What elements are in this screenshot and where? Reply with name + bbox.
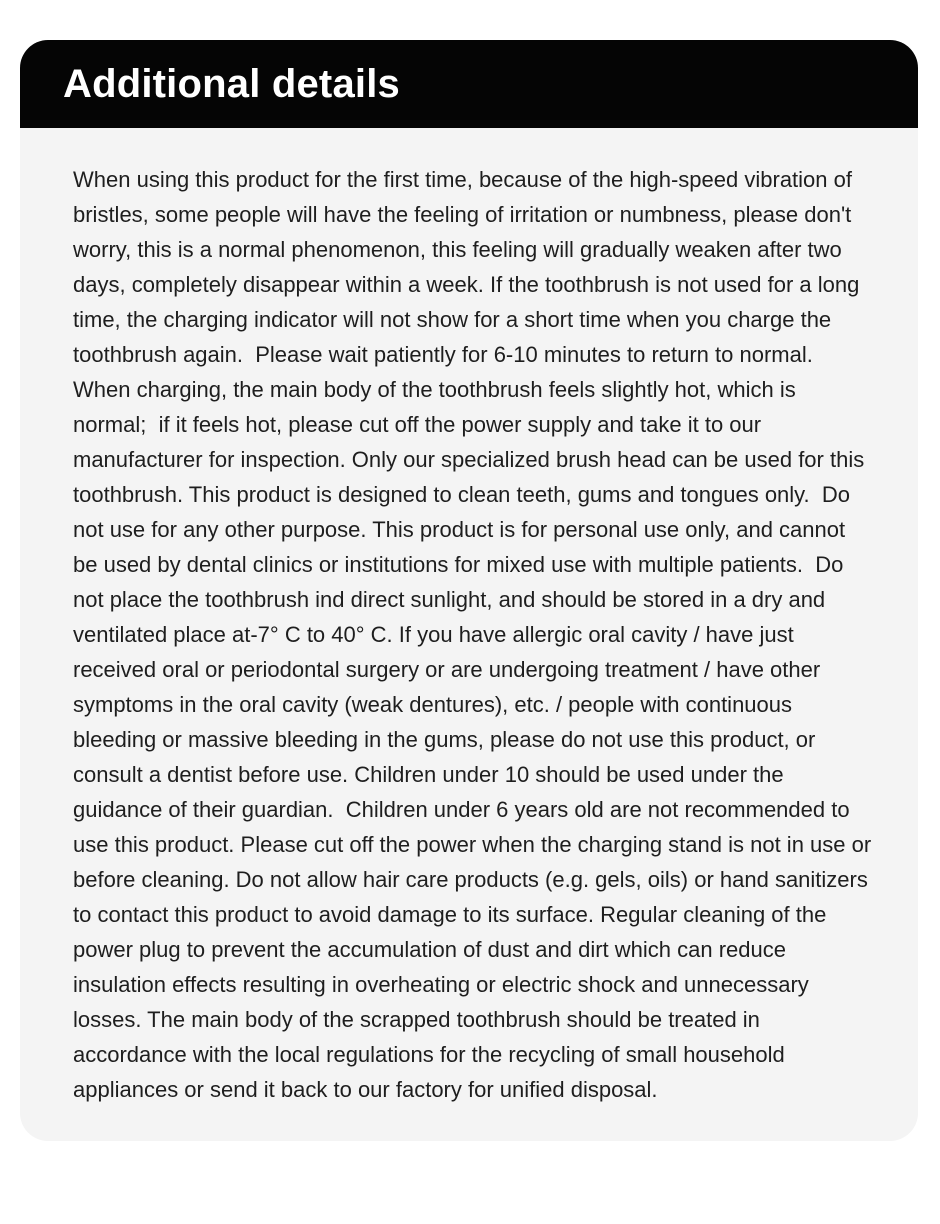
section-title: Additional details [63, 62, 400, 106]
additional-details-card [20, 40, 918, 1141]
details-text: When using this product for the first time, because of the high-speed vibration of bristles, some people will have the feeling of irritation or numbness, please don't worry, this is a normal phenomenon, this feeling will gradually weaken after two days, completely disappear within a week. If the toothbrush is not used for a long time, the charging indicator will not show for a short time when you charge the toothbrush again. Please wait patiently for 6-10 minutes to return to normal. When charging, the main body of the toothbrush feels slightly hot, which is normal; if it feels hot, please cut off the power supply and take it to our manufacturer for inspection. Only our specialized brush head can be used for this toothbrush. This product is designed to clean teeth, gums and tongues only. Do not use for any other purpose. This product is for personal use only, and cannot be used by dental clinics or institutions for mixed use with multiple patients. Do not place the toothbrush ind direct sunlight, and should be stored in a dry and ventilated place at-7° C to 40° C. If you have allergic oral cavity / have just received oral or periodontal surgery or are undergoing treatment / have other symptoms in the oral cavity (weak dentures), etc. / people with continuous bleeding or massive bleeding in the gums, please do not use this product, or consult a dentist before use. Children under 10 should be used under the guidance of their guardian. Children under 6 years old are not recommended to use this product. Please cut off the power when the charging stand is not in use or before cleaning. Do not allow hair care products (e.g. gels, oils) or hand sanitizers to contact this product to avoid damage to its surface. Regular cleaning of the power plug to prevent the accumulation of dust and dirt which can reduce insulation effects resulting in overheating or electric shock and unnecessary losses. The main body of the scrapped toothbrush should be treated in accordance with the local regulations for the recycling of small household appliances or send it back to our factory for unified disposal. [73, 167, 878, 1102]
card-body [20, 128, 918, 1141]
card-header [20, 40, 918, 128]
